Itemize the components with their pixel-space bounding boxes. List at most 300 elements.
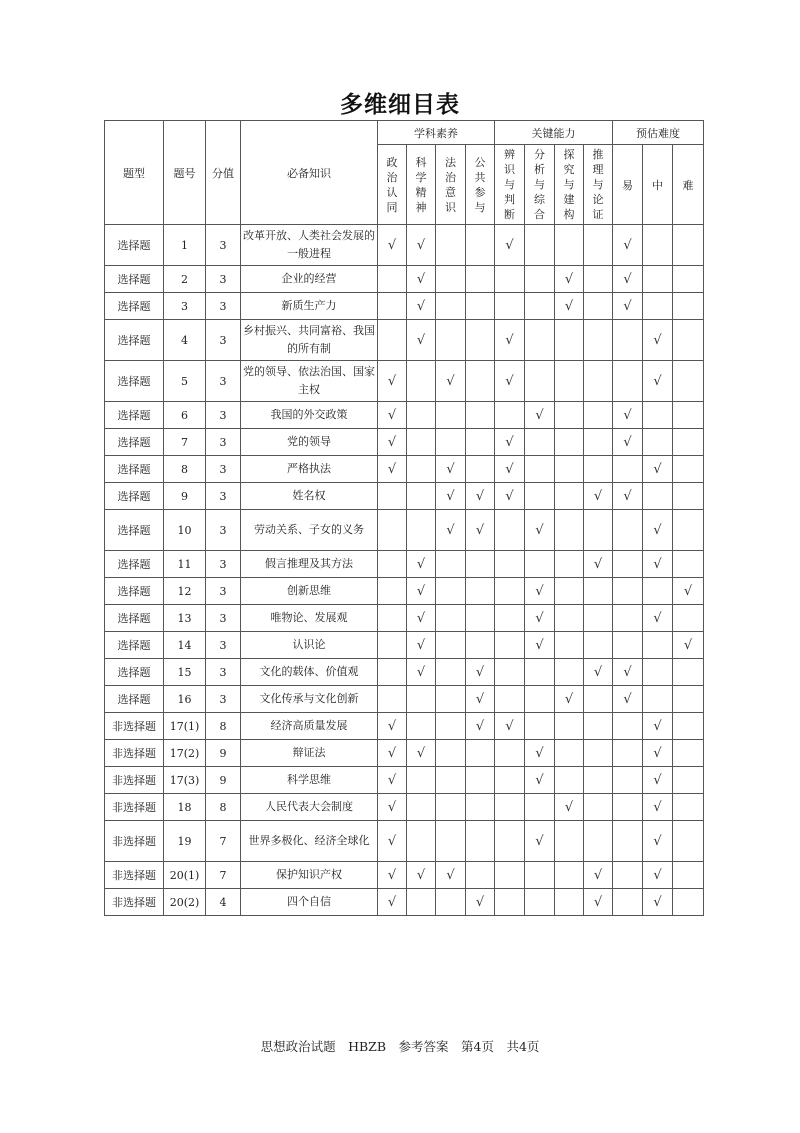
- header-literacy-1: 政 治 认 同: [378, 145, 407, 225]
- cell-mark: [525, 862, 555, 889]
- table-row: [105, 794, 704, 821]
- cell-number: 18: [164, 794, 206, 821]
- cell-mark: √: [525, 821, 555, 862]
- cell-mark: [555, 862, 584, 889]
- cell-mark: [525, 551, 555, 578]
- cell-mark: [525, 713, 555, 740]
- cell-mark: √: [378, 361, 407, 402]
- cell-mark: [407, 361, 436, 402]
- cell-mark: [673, 361, 704, 402]
- cell-mark: [436, 767, 466, 794]
- cell-mark: [378, 266, 407, 293]
- cell-mark: √: [613, 686, 643, 713]
- cell-mark: √: [378, 794, 407, 821]
- cell-mark: [673, 713, 704, 740]
- header-group-literacy: 学科素养: [378, 121, 495, 145]
- cell-knowledge: 唯物论、发展观: [241, 605, 378, 632]
- cell-knowledge: 劳动关系、子女的义务: [241, 510, 378, 551]
- cell-mark: [584, 767, 613, 794]
- header-group-ability: 关键能力: [495, 121, 613, 145]
- cell-mark: [378, 659, 407, 686]
- table-row: [105, 578, 704, 605]
- cell-score: 8: [206, 713, 241, 740]
- cell-mark: [525, 225, 555, 266]
- cell-type: 选择题: [105, 429, 164, 456]
- cell-mark: [584, 632, 613, 659]
- cell-mark: [495, 686, 525, 713]
- cell-mark: [495, 551, 525, 578]
- cell-knowledge: 文化传承与文化创新: [241, 686, 378, 713]
- cell-number: 6: [164, 402, 206, 429]
- cell-mark: [525, 293, 555, 320]
- cell-mark: √: [525, 740, 555, 767]
- cell-knowledge: 人民代表大会制度: [241, 794, 378, 821]
- table-row: [105, 740, 704, 767]
- table-row: [105, 632, 704, 659]
- cell-mark: [466, 293, 495, 320]
- cell-mark: [613, 713, 643, 740]
- cell-mark: √: [495, 320, 525, 361]
- cell-mark: [495, 293, 525, 320]
- cell-number: 19: [164, 821, 206, 862]
- cell-type: 选择题: [105, 483, 164, 510]
- cell-mark: √: [378, 225, 407, 266]
- header-ability-4: 推 理 与 论 证: [584, 145, 613, 225]
- cell-mark: [673, 402, 704, 429]
- cell-mark: [643, 483, 673, 510]
- cell-mark: [436, 578, 466, 605]
- cell-mark: [584, 794, 613, 821]
- cell-mark: [584, 320, 613, 361]
- header-knowledge: 必备知识: [241, 121, 378, 225]
- cell-score: 3: [206, 659, 241, 686]
- cell-mark: [673, 510, 704, 551]
- cell-mark: √: [436, 862, 466, 889]
- table-row: [105, 510, 704, 551]
- cell-mark: √: [525, 632, 555, 659]
- cell-mark: [378, 483, 407, 510]
- cell-mark: [643, 578, 673, 605]
- cell-type: 非选择题: [105, 713, 164, 740]
- cell-mark: √: [525, 510, 555, 551]
- cell-type: 非选择题: [105, 889, 164, 916]
- cell-mark: √: [436, 510, 466, 551]
- cell-mark: [495, 402, 525, 429]
- cell-mark: [673, 740, 704, 767]
- cell-mark: [436, 429, 466, 456]
- cell-knowledge: 科学思维: [241, 767, 378, 794]
- cell-mark: [378, 632, 407, 659]
- cell-mark: [466, 456, 495, 483]
- cell-type: 选择题: [105, 320, 164, 361]
- cell-mark: √: [407, 862, 436, 889]
- cell-mark: √: [584, 862, 613, 889]
- cell-number: 17(3): [164, 767, 206, 794]
- cell-mark: [466, 266, 495, 293]
- cell-number: 12: [164, 578, 206, 605]
- cell-mark: [436, 821, 466, 862]
- cell-number: 9: [164, 483, 206, 510]
- cell-mark: [436, 713, 466, 740]
- cell-number: 1: [164, 225, 206, 266]
- cell-mark: [613, 767, 643, 794]
- cell-mark: [525, 686, 555, 713]
- cell-type: 非选择题: [105, 740, 164, 767]
- cell-mark: [584, 402, 613, 429]
- cell-mark: √: [643, 456, 673, 483]
- specification-table: [104, 120, 704, 916]
- cell-score: 3: [206, 510, 241, 551]
- cell-mark: [495, 821, 525, 862]
- cell-mark: [584, 605, 613, 632]
- cell-mark: [466, 429, 495, 456]
- cell-mark: [466, 320, 495, 361]
- cell-score: 3: [206, 483, 241, 510]
- cell-mark: √: [643, 361, 673, 402]
- cell-score: 3: [206, 456, 241, 483]
- cell-mark: √: [495, 429, 525, 456]
- cell-score: 3: [206, 605, 241, 632]
- cell-type: 非选择题: [105, 862, 164, 889]
- table-row: [105, 605, 704, 632]
- page-title: 多维细目表: [340, 92, 460, 118]
- cell-mark: √: [555, 266, 584, 293]
- header-literacy-4: 公 共 参 与: [466, 145, 495, 225]
- cell-mark: [436, 266, 466, 293]
- cell-number: 13: [164, 605, 206, 632]
- cell-knowledge: 创新思维: [241, 578, 378, 605]
- header-difficulty-2: 中: [643, 145, 673, 225]
- cell-mark: √: [555, 794, 584, 821]
- cell-mark: [466, 361, 495, 402]
- cell-mark: [466, 740, 495, 767]
- cell-mark: [436, 320, 466, 361]
- cell-mark: √: [643, 320, 673, 361]
- cell-mark: [378, 293, 407, 320]
- cell-mark: [495, 605, 525, 632]
- header-ability-1: 辨 识 与 判 断: [495, 145, 525, 225]
- cell-type: 选择题: [105, 266, 164, 293]
- cell-mark: [495, 862, 525, 889]
- cell-mark: [613, 889, 643, 916]
- cell-mark: [584, 266, 613, 293]
- header-difficulty-3: 难: [673, 145, 704, 225]
- cell-type: 选择题: [105, 510, 164, 551]
- cell-mark: [407, 510, 436, 551]
- cell-mark: √: [613, 402, 643, 429]
- cell-mark: √: [378, 429, 407, 456]
- cell-mark: [673, 889, 704, 916]
- cell-score: 3: [206, 686, 241, 713]
- cell-mark: √: [643, 713, 673, 740]
- table-row: [105, 889, 704, 916]
- cell-mark: [584, 456, 613, 483]
- cell-score: 9: [206, 767, 241, 794]
- cell-mark: [466, 402, 495, 429]
- cell-number: 4: [164, 320, 206, 361]
- cell-mark: √: [436, 456, 466, 483]
- cell-mark: [495, 740, 525, 767]
- cell-number: 20(1): [164, 862, 206, 889]
- cell-mark: √: [407, 320, 436, 361]
- cell-mark: [643, 293, 673, 320]
- cell-mark: [584, 225, 613, 266]
- cell-score: 3: [206, 320, 241, 361]
- cell-mark: [525, 889, 555, 916]
- cell-mark: [673, 483, 704, 510]
- cell-mark: [495, 889, 525, 916]
- table-row: [105, 686, 704, 713]
- cell-mark: √: [525, 767, 555, 794]
- page-footer: 思想政治试题 HBZB 参考答案 第4页 共4页: [260, 1039, 540, 1054]
- cell-mark: [584, 686, 613, 713]
- cell-number: 3: [164, 293, 206, 320]
- cell-mark: [378, 686, 407, 713]
- cell-mark: [436, 225, 466, 266]
- cell-mark: √: [584, 551, 613, 578]
- cell-mark: [555, 605, 584, 632]
- cell-mark: √: [436, 483, 466, 510]
- cell-mark: [555, 659, 584, 686]
- cell-mark: [407, 483, 436, 510]
- cell-mark: √: [378, 740, 407, 767]
- cell-mark: [643, 659, 673, 686]
- header-type: 题型: [105, 121, 164, 225]
- cell-score: 7: [206, 862, 241, 889]
- cell-mark: [555, 551, 584, 578]
- cell-mark: [495, 510, 525, 551]
- cell-knowledge: 严格执法: [241, 456, 378, 483]
- cell-mark: [673, 225, 704, 266]
- cell-mark: [407, 429, 436, 456]
- cell-mark: √: [495, 361, 525, 402]
- cell-mark: [643, 225, 673, 266]
- cell-mark: [466, 767, 495, 794]
- cell-knowledge: 姓名权: [241, 483, 378, 510]
- cell-number: 2: [164, 266, 206, 293]
- cell-knowledge: 认识论: [241, 632, 378, 659]
- cell-score: 3: [206, 578, 241, 605]
- cell-score: 3: [206, 402, 241, 429]
- cell-mark: √: [643, 889, 673, 916]
- cell-mark: [555, 483, 584, 510]
- table-row: [105, 266, 704, 293]
- cell-mark: [613, 361, 643, 402]
- cell-knowledge: 文化的载体、价值观: [241, 659, 378, 686]
- cell-mark: √: [555, 686, 584, 713]
- cell-mark: [555, 889, 584, 916]
- cell-mark: √: [643, 510, 673, 551]
- cell-mark: √: [495, 225, 525, 266]
- cell-number: 20(2): [164, 889, 206, 916]
- cell-mark: √: [407, 225, 436, 266]
- cell-mark: √: [525, 402, 555, 429]
- table-row: [105, 483, 704, 510]
- cell-type: 非选择题: [105, 821, 164, 862]
- cell-mark: √: [613, 225, 643, 266]
- cell-mark: [436, 889, 466, 916]
- cell-number: 8: [164, 456, 206, 483]
- cell-number: 17(2): [164, 740, 206, 767]
- cell-mark: [466, 551, 495, 578]
- cell-mark: [555, 713, 584, 740]
- table-row: [105, 821, 704, 862]
- cell-mark: [466, 225, 495, 266]
- cell-mark: [555, 767, 584, 794]
- cell-number: 11: [164, 551, 206, 578]
- cell-type: 选择题: [105, 225, 164, 266]
- cell-mark: [407, 767, 436, 794]
- cell-type: 选择题: [105, 361, 164, 402]
- header-literacy-2: 科 学 精 神: [407, 145, 436, 225]
- cell-type: 选择题: [105, 659, 164, 686]
- cell-mark: √: [407, 551, 436, 578]
- cell-mark: [495, 632, 525, 659]
- cell-mark: [673, 767, 704, 794]
- cell-mark: √: [525, 578, 555, 605]
- cell-mark: √: [407, 740, 436, 767]
- cell-mark: [613, 320, 643, 361]
- cell-mark: [407, 889, 436, 916]
- cell-type: 选择题: [105, 402, 164, 429]
- cell-mark: [643, 632, 673, 659]
- cell-mark: √: [525, 605, 555, 632]
- cell-mark: [673, 429, 704, 456]
- cell-type: 选择题: [105, 632, 164, 659]
- table-row: [105, 551, 704, 578]
- table-row: [105, 862, 704, 889]
- cell-mark: √: [495, 483, 525, 510]
- cell-mark: [673, 551, 704, 578]
- table-body: [105, 225, 704, 916]
- cell-mark: √: [407, 605, 436, 632]
- cell-mark: [555, 429, 584, 456]
- cell-score: 3: [206, 266, 241, 293]
- cell-mark: [525, 266, 555, 293]
- cell-mark: [584, 578, 613, 605]
- cell-mark: √: [495, 456, 525, 483]
- cell-mark: [436, 551, 466, 578]
- cell-knowledge: 乡村振兴、共同富裕、我国的所有制: [241, 320, 378, 361]
- table-row: [105, 320, 704, 361]
- cell-mark: [466, 794, 495, 821]
- cell-mark: [525, 483, 555, 510]
- cell-mark: [407, 794, 436, 821]
- cell-score: 3: [206, 429, 241, 456]
- cell-mark: [584, 361, 613, 402]
- cell-mark: [378, 510, 407, 551]
- cell-knowledge: 经济高质量发展: [241, 713, 378, 740]
- header-row-groups: [105, 121, 704, 145]
- cell-mark: [495, 578, 525, 605]
- cell-score: 3: [206, 551, 241, 578]
- cell-mark: [613, 794, 643, 821]
- cell-mark: [673, 794, 704, 821]
- cell-score: 3: [206, 225, 241, 266]
- cell-mark: [613, 862, 643, 889]
- header-difficulty-1: 易: [613, 145, 643, 225]
- cell-mark: [613, 632, 643, 659]
- cell-mark: [525, 429, 555, 456]
- cell-mark: [436, 293, 466, 320]
- cell-mark: [555, 821, 584, 862]
- cell-mark: [378, 605, 407, 632]
- cell-mark: √: [378, 402, 407, 429]
- cell-mark: √: [643, 794, 673, 821]
- cell-mark: [555, 510, 584, 551]
- table-row: [105, 429, 704, 456]
- cell-mark: [378, 578, 407, 605]
- cell-mark: √: [466, 659, 495, 686]
- cell-type: 选择题: [105, 551, 164, 578]
- cell-mark: [378, 320, 407, 361]
- cell-mark: [643, 402, 673, 429]
- cell-mark: √: [495, 713, 525, 740]
- cell-mark: [613, 510, 643, 551]
- cell-mark: √: [613, 293, 643, 320]
- cell-mark: [555, 361, 584, 402]
- cell-number: 14: [164, 632, 206, 659]
- cell-knowledge: 世界多极化、经济全球化: [241, 821, 378, 862]
- cell-number: 7: [164, 429, 206, 456]
- cell-mark: [525, 794, 555, 821]
- cell-mark: [584, 293, 613, 320]
- cell-score: 3: [206, 632, 241, 659]
- cell-mark: √: [466, 686, 495, 713]
- cell-mark: √: [378, 889, 407, 916]
- cell-mark: [584, 429, 613, 456]
- cell-mark: [495, 767, 525, 794]
- cell-mark: √: [378, 821, 407, 862]
- cell-mark: [555, 456, 584, 483]
- cell-mark: [466, 862, 495, 889]
- cell-knowledge: 党的领导、依法治国、国家主权: [241, 361, 378, 402]
- cell-mark: √: [643, 551, 673, 578]
- cell-mark: √: [555, 293, 584, 320]
- cell-type: 选择题: [105, 293, 164, 320]
- table-row: [105, 402, 704, 429]
- cell-mark: [613, 740, 643, 767]
- cell-mark: [673, 686, 704, 713]
- cell-mark: [613, 456, 643, 483]
- cell-knowledge: 新质生产力: [241, 293, 378, 320]
- table-row: [105, 456, 704, 483]
- cell-mark: √: [466, 510, 495, 551]
- cell-score: 9: [206, 740, 241, 767]
- cell-mark: [613, 821, 643, 862]
- cell-mark: [466, 578, 495, 605]
- cell-mark: √: [643, 740, 673, 767]
- cell-score: 3: [206, 293, 241, 320]
- table-row: [105, 361, 704, 402]
- cell-mark: √: [584, 483, 613, 510]
- cell-mark: √: [466, 483, 495, 510]
- cell-mark: √: [673, 578, 704, 605]
- cell-mark: √: [613, 429, 643, 456]
- cell-mark: [525, 320, 555, 361]
- cell-number: 5: [164, 361, 206, 402]
- cell-score: 8: [206, 794, 241, 821]
- cell-mark: √: [407, 266, 436, 293]
- cell-type: 选择题: [105, 578, 164, 605]
- cell-knowledge: 保护知识产权: [241, 862, 378, 889]
- table-row: [105, 767, 704, 794]
- cell-mark: [643, 686, 673, 713]
- cell-mark: [584, 713, 613, 740]
- cell-knowledge: 企业的经营: [241, 266, 378, 293]
- cell-mark: [495, 794, 525, 821]
- cell-mark: [673, 320, 704, 361]
